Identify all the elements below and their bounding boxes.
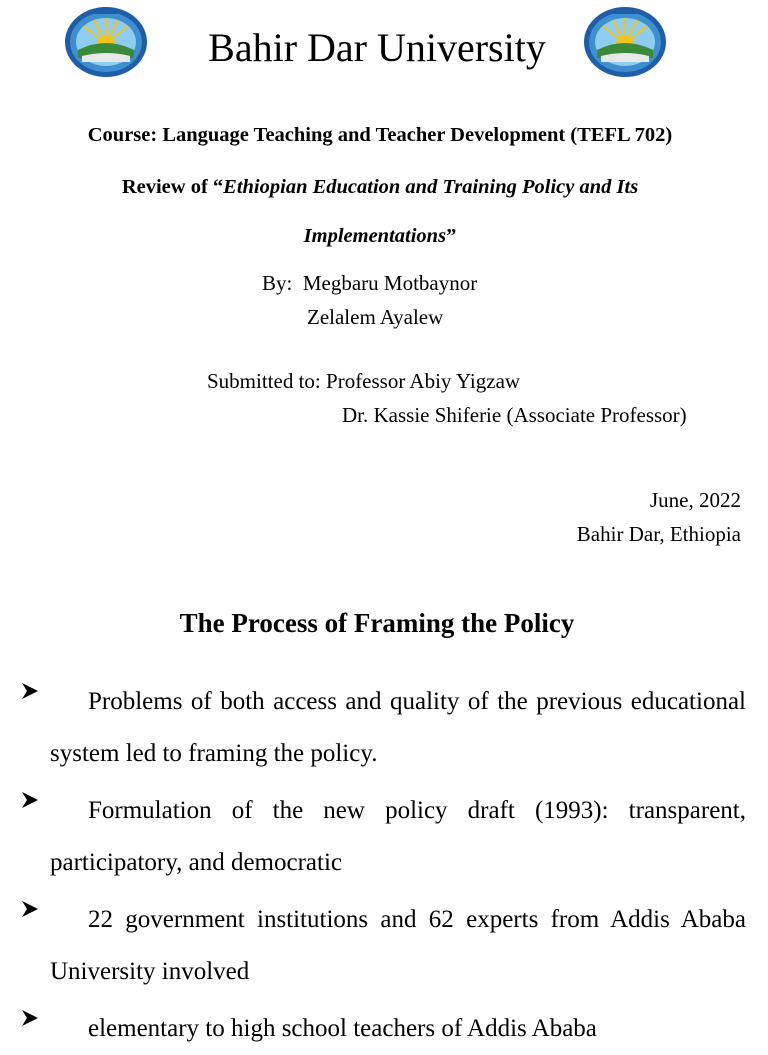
arrow-bullet-icon — [20, 894, 42, 924]
arrow-bullet-icon — [20, 1003, 42, 1033]
review-title-part-1: Ethiopian Education and Training Policy and Its — [223, 176, 639, 198]
bullet-item — [20, 676, 746, 780]
bullet-text: Formulation of the new policy draft (1993): transparent, participatory, and democratic — [50, 797, 746, 876]
author-name-1: Megbaru Motbaynor — [302, 271, 478, 295]
author-name-2: Zelalem Ayalew — [307, 305, 444, 329]
bullet-text: Problems of both access and quality of the previous educational system led to framing the policy. — [50, 688, 746, 767]
review-title-part-2: Implementations — [303, 225, 447, 247]
course-line: Course: Language Teaching and Teacher Development (TEFL 702) — [87, 124, 673, 146]
bullet-item — [20, 785, 746, 889]
submitted-name-2: Dr. Kassie Shiferie (Associate Professor) — [342, 403, 687, 427]
bullet-item — [20, 1003, 746, 1055]
review-suffix: ” — [446, 225, 457, 247]
submission-date: June, 2022 — [650, 488, 741, 512]
section-title: The Process of Framing the Policy — [179, 608, 575, 638]
bullet-text: 22 government institutions and 62 experts from Addis Ababa University involved — [50, 906, 746, 985]
submitted-label: Submitted to: — [207, 369, 321, 393]
authors-line — [262, 268, 477, 298]
submitted-line — [207, 366, 520, 396]
submission-place: Bahir Dar, Ethiopia — [576, 522, 741, 546]
bullet-text: elementary to high school teachers of Addis Ababa — [88, 1015, 597, 1042]
authors-label: By: — [262, 271, 293, 295]
arrow-bullet-icon — [20, 785, 42, 815]
arrow-bullet-icon — [20, 676, 42, 706]
bullet-item — [20, 894, 746, 998]
review-title-line-1 — [0, 172, 760, 202]
submitted-name-1: Professor Abiy Yigzaw — [326, 369, 521, 393]
review-title-line-2 — [0, 221, 760, 251]
review-prefix: Review of “ — [121, 176, 224, 198]
university-title: Bahir Dar University — [208, 25, 546, 70]
